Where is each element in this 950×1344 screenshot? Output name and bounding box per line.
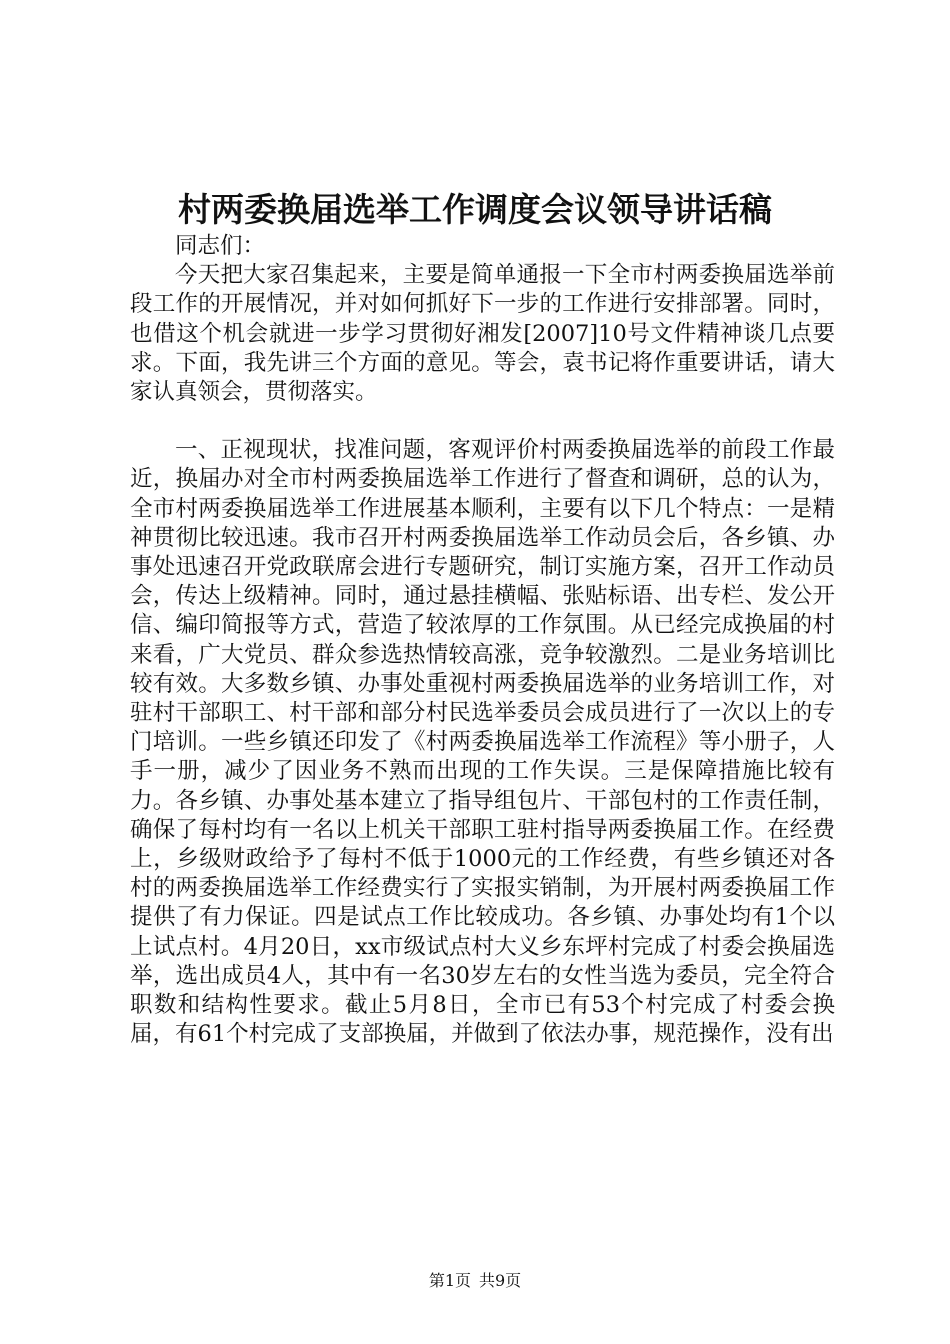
page-footer: [0, 1271, 950, 1291]
paragraph-section-one: 一、正视现状，找准问题，客观评价村两委换届选举的前段工作最近，换届办对全市村两委换届选举工作进行了督查和调研，总的认为，全市村两委换届选举工作进展基本顺利，主要有以下几个特点：一是精神贯彻比较迅速。我市召开村两委换届选举工作动员会后，各乡镇、办事处迅速召开党政联席会进行专题研究，制订实施方案，召开工作动员会，传达上级精神。同时，通过悬挂横幅、张贴标语、出专栏、发公开信、编印简报等方式，营造了较浓厚的工作氛围。从已经完成换届的村来看，广大党员、群众参选热情较高涨，竞争较激烈。二是业务培训比较有效。大多数乡镇、办事处重视村两委换届选举的业务培训工作，对驻村干部职工、村干部和部分村民选举委员会成员进行了一次以上的专门培训。一些乡镇还印发了《村两委换届选举工作流程》等小册子，人手一册，减少了因业务不熟而出现的工作失误。三是保障措施比较有力。各乡镇、办事处基本建立了指导组包片、干部包村的工作责任制，确保了每村均有一名以上机关干部职工驻村指导两委换届工作。在经费上，乡级财政给予了每村不低于1000元的工作经费，有些乡镇还对各村的两委换届选举工作经费实行了实报实销制，为开展村两委换届工作提供了有力保证。四是试点工作比较成功。各乡镇、办事处均有1个以上试点村。4月20日，xx市级试点村大义乡东坪村完成了村委会换届选举，选出成员4人，其中有一名30岁左右的女性当选为委员，完全符合职数和结构性要求。截止5月8日，全市已有53个村完成了村委会换届，有61个村完成了支部换届，并做到了依法办事，规范操作，没有出: [130, 437, 835, 1048]
salutation: 同志们：: [175, 233, 266, 259]
document-body: [130, 232, 835, 1049]
document-title: 村两委换届选举工作调度会议领导讲话稿: [178, 190, 772, 229]
paragraph-intro: 今天把大家召集起来，主要是简单通报一下全市村两委换届选举前段工作的开展情况，并对如何抓好下一步的工作进行安排部署。同时，也借这个机会就进一步学习贯彻好湘发[2007]10号文件精神谈几点要求。下面，我先讲三个方面的意见。等会，袁书记将作重要讲话，请大家认真领会，贯彻落实。: [130, 262, 835, 406]
page-total: 共9页: [479, 1271, 522, 1290]
page-number: 第1页: [428, 1271, 471, 1290]
